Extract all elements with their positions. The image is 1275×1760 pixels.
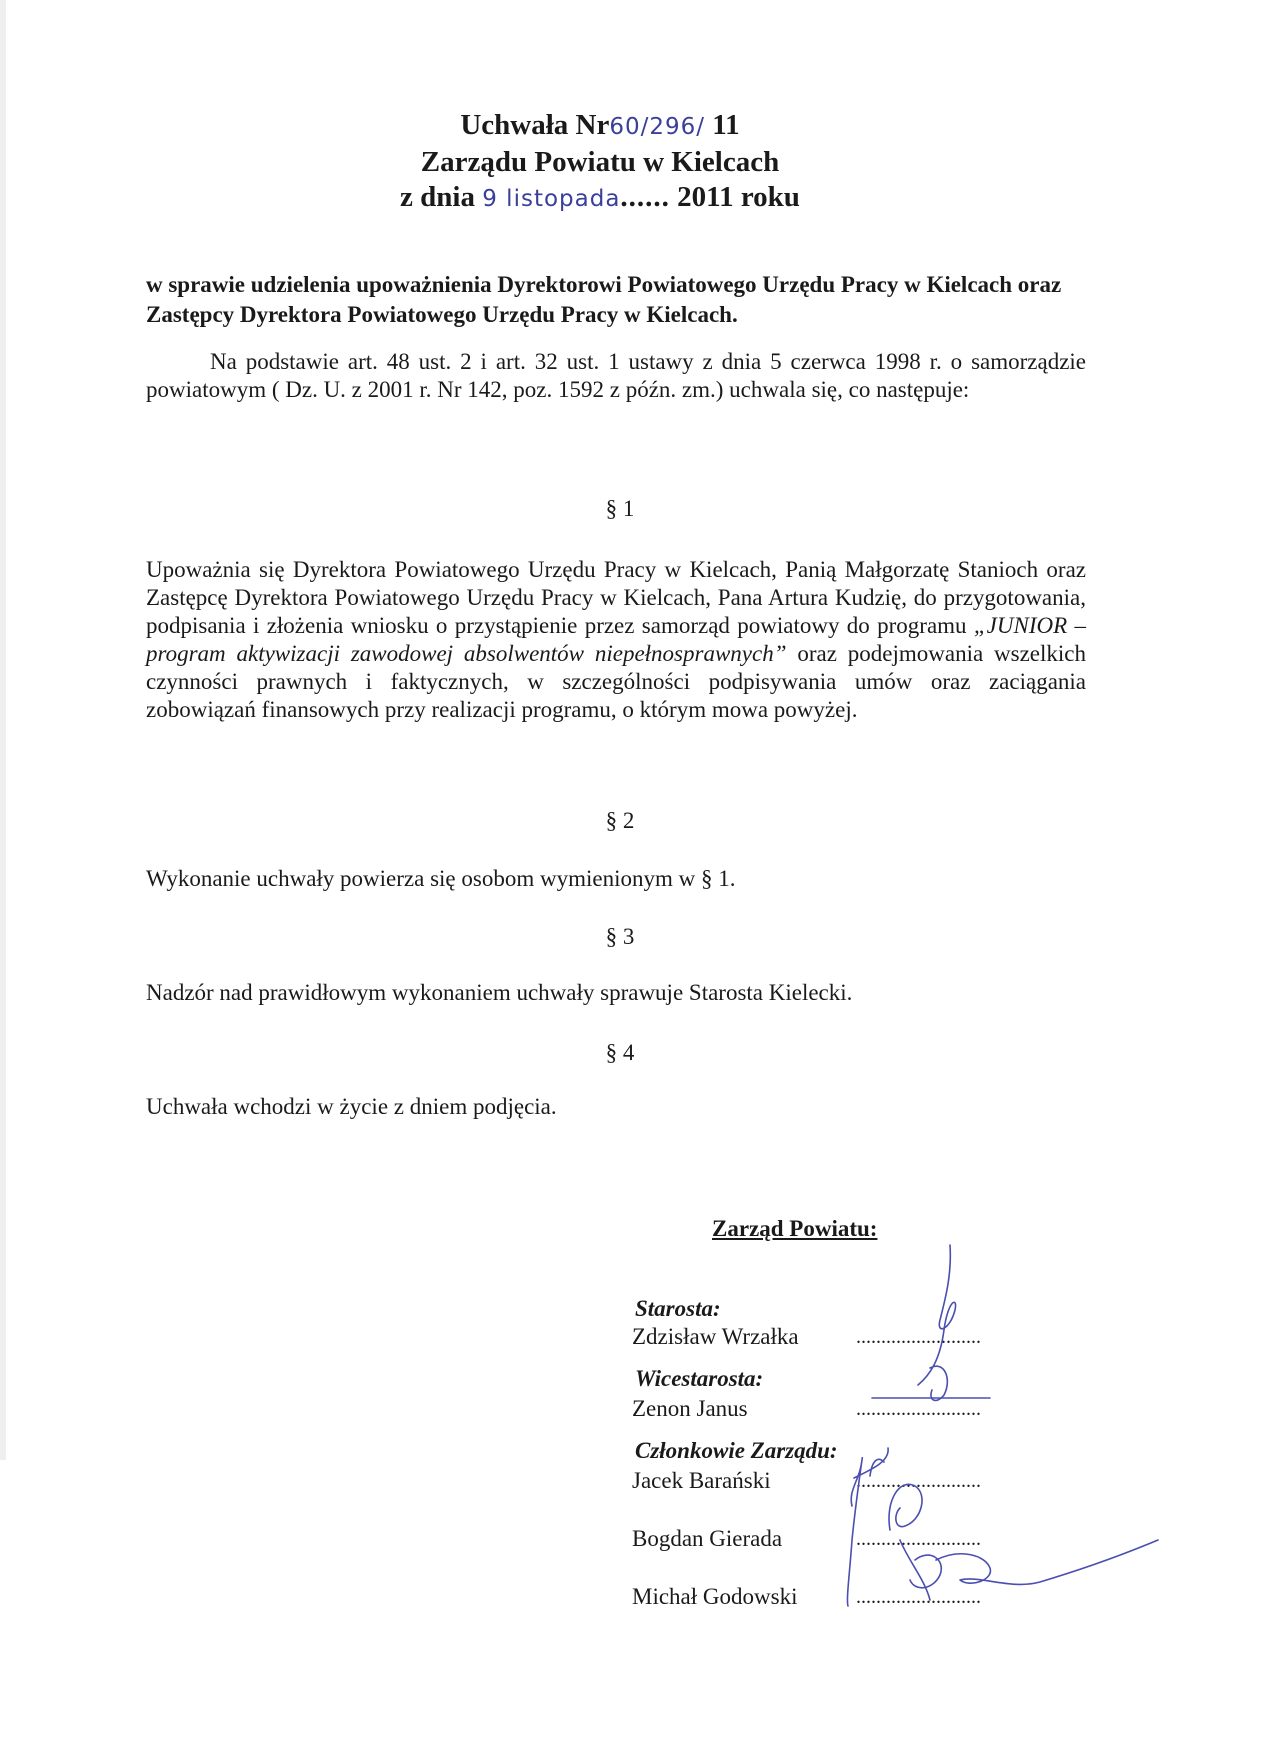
member-name: Jacek Barański (632, 1468, 771, 1493)
section-4-text: Uchwała wchodzi w życie z dniem podjęcia. (146, 1094, 557, 1119)
document-header (0, 108, 1200, 217)
resolution-authority: Zarządu Powiatu w Kielcach (420, 146, 780, 178)
date-suffix: 2011 roku (677, 181, 800, 213)
section-1-label: § 1 (605, 496, 635, 521)
starosta-role: Starosta: (635, 1296, 721, 1321)
scan-edge (0, 0, 6, 1460)
section-2-text: Wykonanie uchwały powierza się osobom wymienionym w § 1. (146, 866, 736, 891)
starosta-name: Zdzisław Wrzałka (632, 1324, 799, 1349)
handwritten-date: 9 listopada (482, 186, 621, 212)
section-2-label: § 2 (605, 808, 635, 833)
handwritten-number: 60/296/ (609, 114, 706, 140)
section-1-text (146, 556, 1086, 724)
resolution-number-line (0, 108, 1200, 145)
member-signature-line: ......................... (856, 1528, 981, 1550)
member-signature-line: ......................... (856, 1470, 981, 1492)
resolution-subject: w sprawie udzielenia upoważnienia Dyrektorowi Powiatowego Urzędu Pracy w Kielcach oraz Zastępcy Dyrektora Powiatowego Urzędu Pracy w Kielcach. (146, 272, 1062, 327)
wicestarosta-signature-line: ......................... (856, 1398, 981, 1420)
resolution-year: 11 (712, 109, 740, 141)
member-name: Michał Godowski (632, 1584, 798, 1609)
starosta-signature-line: ......................... (856, 1326, 981, 1348)
members-role: Członkowie Zarządu: (635, 1438, 838, 1463)
date-prefix: z dnia (400, 181, 475, 213)
board-title: Zarząd Powiatu: (712, 1216, 878, 1241)
section-1-text-part: Upoważnia się Dyrektora Powiatowego Urzędu Pracy w Kielcach, Panią Małgorzatę Stanioch oraz Zastępcę Dyrektora Powiatowego Urzędu Pracy w Kielcach, Pana Artura Kudzię, do przygotowania, podpisania i złożenia wniosku o przystąpienie przez samorząd powiatowy do programu (146, 557, 1086, 638)
resolution-title: Uchwała Nr (460, 109, 610, 141)
legal-basis: Na podstawie art. 48 ust. 2 i art. 32 ust. 1 ustawy z dnia 5 czerwca 1998 r. o samorządzie powiatowym ( Dz. U. z 2001 r. Nr 142, poz. 1592 z późn. zm.) uchwala się, co następuje: (146, 349, 1086, 402)
section-3-label: § 3 (605, 924, 635, 949)
section-3-text: Nadzór nad prawidłowym wykonaniem uchwały sprawuje Starosta Kielecki. (146, 980, 853, 1005)
starosta-signature (918, 1245, 956, 1400)
wicestarosta-name: Zenon Janus (632, 1396, 748, 1421)
wicestarosta-role: Wicestarosta: (635, 1366, 764, 1391)
section-4-label: § 4 (605, 1040, 635, 1065)
member-signature-line: ......................... (856, 1586, 981, 1608)
member-name: Bogdan Gierada (632, 1526, 783, 1551)
section-1-text-part: oraz podejmowania wszelkich czynności prawnych i faktycznych, w szczególności podpisywania umów oraz zaciągania zobowiązań finansowych przy realizacji programu, o którym mowa powyżej. (146, 641, 1086, 722)
date-dots: ...... (620, 181, 670, 213)
program-name: „JUNIOR – program aktywizacji zawodowej absolwentów niepełnosprawnych” (146, 613, 1086, 666)
resolution-date-line (0, 180, 1200, 217)
